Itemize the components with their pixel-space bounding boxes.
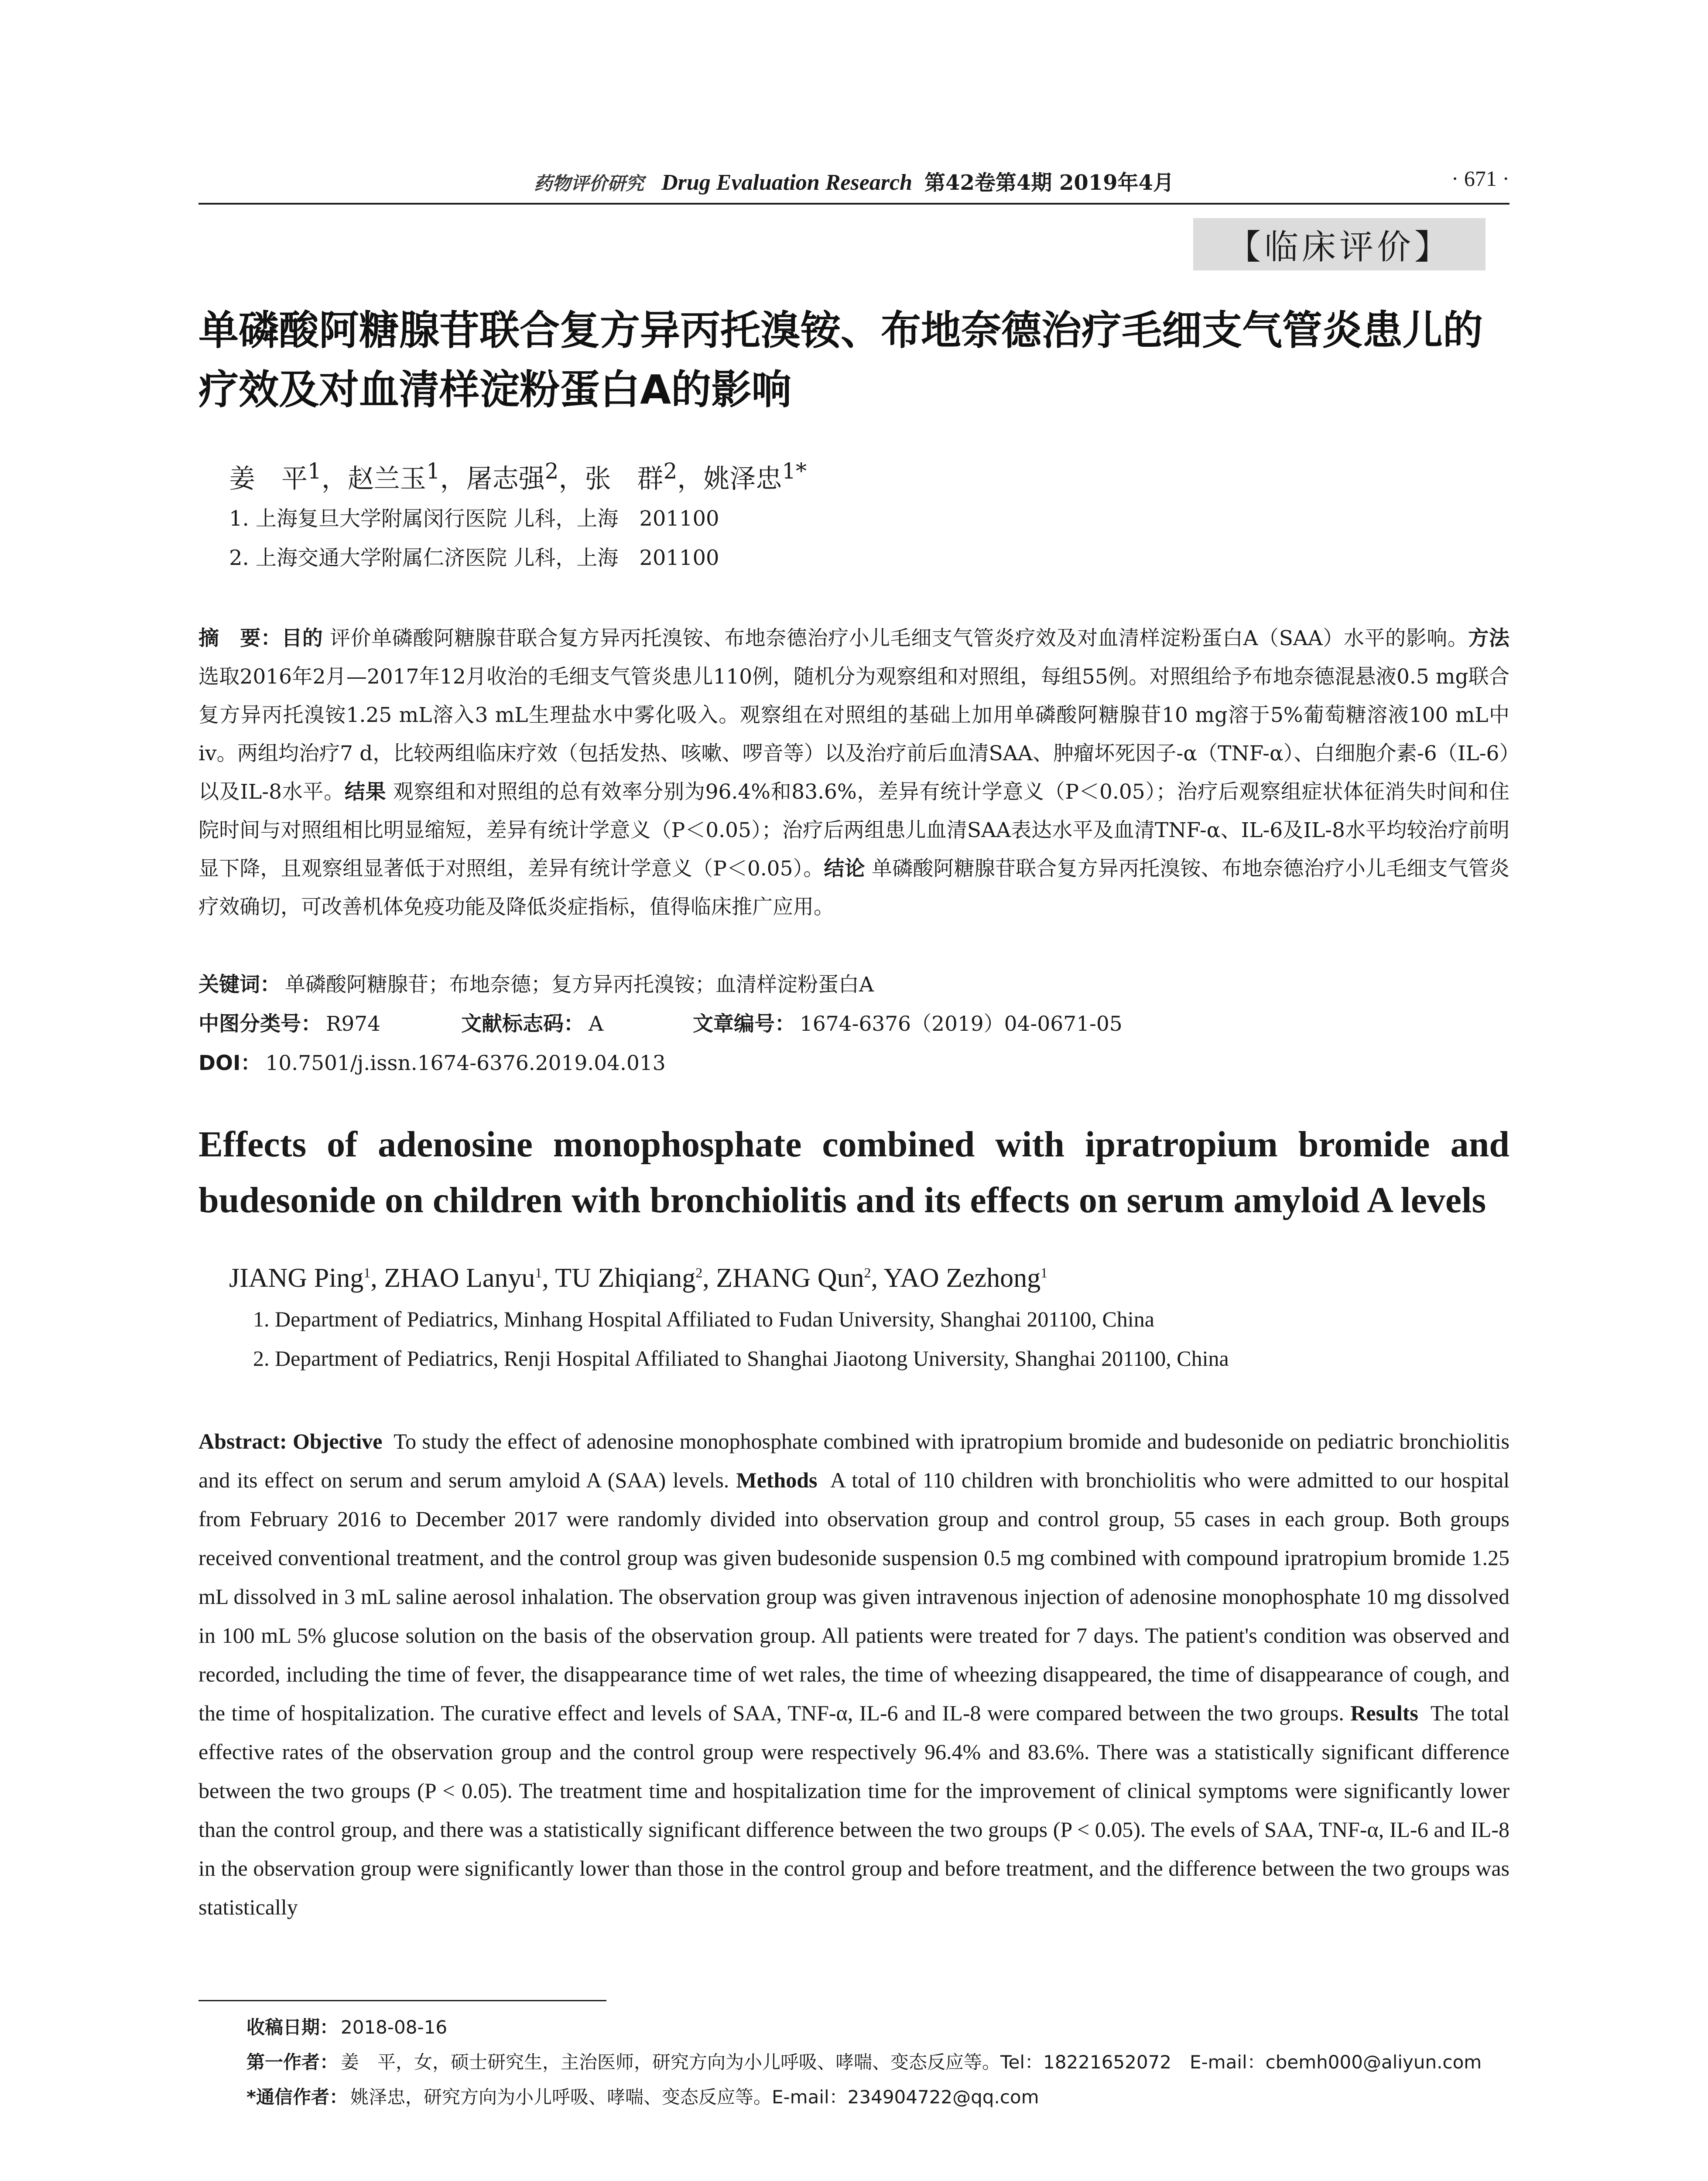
doi-line: DOI： 10.7501/j.issn.1674-6376.2019.04.013 [199,1051,666,1075]
issue-info: 第42卷第4期 2019年4月 [924,171,1174,195]
authors-cn: 姜 平$^1$，赵兰玉$^1$，屠志强$^2$，张 群$^2$，姚泽忠$^{1*}$ [229,458,807,494]
footnote-first-author: 第一作者： 姜 平，女，硕士研究生，主治医师，研究方向为小儿呼吸、哮喘、变态反应等。Tel：18221652072 E-mail：cbemh000@aliyun.com [246,2051,1482,2073]
column-tag: 【临床评价】 [1193,218,1486,270]
header-rule [199,203,1509,205]
affiliation-en-2: 2. Department of Pediatrics, Renji Hospital Affiliated to Shanghai Jiaotong University, Shanghai 201100, China [253,1346,1229,1371]
author-cn: 赵兰玉 [347,464,426,494]
page-number: · 671 · [1451,166,1509,191]
title-en: Effects of adenosine monophosphate combined with ipratropium bromide and budesonide on children with bronchiolitis and its effects on serum amyloid A levels [199,1124,1509,1220]
authors-en: JIANG Ping$^1$, ZHAO Lanyu$^1$, TU Zhiqiang$^2$, ZHANG Qun$^2$, YAO Zezhong$^1$ [229,1263,1048,1293]
abstract-en-label: Abstract: [199,1429,287,1453]
classification-line: 中图分类号： R974 文献标志码： A 文章编号： 1674-6376（2019）04-0671-05 [199,1012,1123,1036]
affiliation-cn-2: 2. 上海交通大学附属仁济医院 儿科，上海 201100 [229,546,719,570]
footnote-received: 收稿日期： 2018-08-16 [246,2017,448,2038]
footnote-rule [199,2000,606,2001]
author-cn: 姜 平 [229,464,308,494]
footnote-corresponding: *通信作者： 姚泽忠，研究方向为小儿呼吸、哮喘、变态反应等。E-mail：234904722@qq.com [246,2086,1039,2108]
journal-logo: 药物评价研究 [534,173,644,194]
affiliation-cn-1: 1. 上海复旦大学附属闵行医院 儿科，上海 201100 [229,506,719,531]
running-header [0,166,1708,196]
keywords-cn: 关键词： 单磷酸阿糖腺苷；布地奈德；复方异丙托溴铵；血清样淀粉蛋白A [199,973,874,997]
abstract-en: Abstract: Objective To study the effect of adenosine monophosphate combined with ipratropium bromide and budesonide on pediatric bronchiolitis and its effect on serum and serum amyloid A (SAA) levels. Methods A total of 110 children with bronchiolitis who were admitted to our hospital from February 2016 to December 2017 were randomly divided into observation group and control group, 55 cases in each group. Both groups received conventional treatment, and the control group was given budesonide suspension 0.5 mg combined with compound ipratropium bromide 1.25 mL dissolved in 3 mL saline aerosol inhalation. The observation group was given intravenous injection of adenosine monophosphate 10 mg dissolved in 100 mL 5% glucose solution on the basis of the observation group. All patients were treated for 7 days. The patient's condition was observed and recorded, including the time of fever, the disappearance time of wet rales, the time of wheezing disappeared, the time of disappearance of cough, and the time of hospitalization. The curative effect and levels of SAA, TNF-α, IL-6 and IL-8 were compared between the two groups. Results The total effective rates of the observation group and the control group were respectively 96.4% and 83.6%. There was a statistically significant difference between the two groups (P < 0.05). The treatment time and hospitalization time for the improvement of clinical symptoms were significantly lower than the control group, and there was a statistically significant difference between the two groups (P < 0.05). The evels of SAA, TNF-α, IL-6 and IL-8 in the observation group were significantly lower than those in the control group and before treatment, and the difference between the two groups was statistically [199,1429,1510,1919]
abstract-label: 摘 要： [199,626,282,650]
abstract-cn: 摘 要：目的 评价单磷酸阿糖腺苷联合复方异丙托溴铵、布地奈德治疗小儿毛细支气管炎疗效及对血清样淀粉蛋白A（SAA）水平的影响。方法 选取2016年2月—2017年12月收治的毛细支气管炎患儿110例，随机分为观察组和对照组，每组55例。对照组给予布地奈德混悬液0.5 mg联合复方异丙托溴铵1.25 mL溶入3 mL生理盐水中雾化吸入。观察组在对照组的基础上加用单磷酸阿糖腺苷10 mg溶于5%葡萄糖溶液100 mL中iv。两组均治疗7 d，比较两组临床疗效（包括发热、咳嗽、啰音等）以及治疗前后血清SAA、肿瘤坏死因子-α（TNF-α）、白细胞介素-6（IL-6）以及IL-8水平。结果 观察组和对照组的总有效率分别为96.4%和83.6%，差异有统计学意义（P＜0.05）；治疗后观察组症状体征消失时间和住院时间与对照组相比明显缩短，差异有统计学意义（P＜0.05）；治疗后两组患儿血清SAA表达水平及血清TNF-α、IL-6及IL-8水平均较治疗前明显下降，且观察组显著低于对照组，差异有统计学意义（P＜0.05）。结论 单磷酸阿糖腺苷联合复方异丙托溴铵、布地奈德治疗小儿毛细支气管炎疗效确切，可改善机体免疫功能及降低炎症指标，值得临床推广应用。 [199,626,1510,919]
affiliation-en-1: 1. Department of Pediatrics, Minhang Hospital Affiliated to Fudan University, Shanghai 201100, China [253,1307,1154,1331]
author-cn: 屠志强 [466,464,545,494]
author-cn: 姚泽忠 [703,464,782,494]
journal-name: Drug Evaluation Research [661,170,913,195]
title-cn: 单磷酸阿糖腺苷联合复方异丙托溴铵、布地奈德治疗毛细支气管炎患儿的疗效及对血清样淀粉蛋白A的影响 [199,307,1483,413]
author-cn: 张 群 [585,464,664,494]
